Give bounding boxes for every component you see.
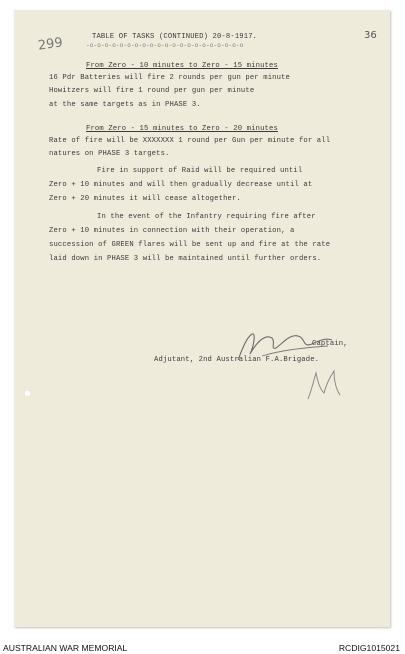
footer-credit: AUSTRALIAN WAR MEMORIAL [3,643,128,653]
folio-number: 299 [37,35,64,54]
pencil-initials [304,365,344,405]
para3-line: Zero + 10 minutes and will then gradually decrease until at [49,181,313,189]
document-header: TABLE OF TASKS (CONTINUED) 20-8-1917. [92,33,258,41]
section2-heading: From Zero - 15 minutes to Zero - 20 minutes [86,125,278,133]
para4-line: laid down in PHASE 3 will be maintained until further orders. [49,255,322,263]
para4-line: In the event of the Infantry requiring fire after [97,213,316,221]
header-rule: -o-o-o-o-o-o-o-o-o-o-o-o-o-o-o-o-o-o-o-o-o [86,42,244,49]
section2-line: natures on PHASE 3 targets. [49,150,170,158]
punch-hole [24,390,31,397]
section1-line: 16 Pdr Batteries will fire 2 rounds per gun per minute [49,74,291,82]
para3-line: Zero + 20 minutes it will cease altogether. [49,195,241,203]
para4-line: succession of GREEN flares will be sent up and fire at the rate [49,241,331,249]
section1-line: Howitzers will fire 1 round per gun per minute [49,87,255,95]
signature-rank: Captain, [312,340,348,348]
section1-line: at the same targets as in PHASE 3. [49,101,201,109]
footer-id: RCDIG1015021 [338,643,400,653]
document-sheet [14,10,390,627]
signature-title: Adjutant, 2nd Australian F.A.Brigade. [154,356,320,364]
page-number: 36 [364,30,377,41]
para3-line: Fire in support of Raid will be required until [97,167,303,175]
section1-heading: From Zero - 10 minutes to Zero - 15 minutes [86,62,278,70]
para4-line: Zero + 10 minutes in connection with their operation, a [49,227,295,235]
section2-line: Rate of fire will be XXXXXXX 1 round per Gun per minute for all [49,137,331,145]
